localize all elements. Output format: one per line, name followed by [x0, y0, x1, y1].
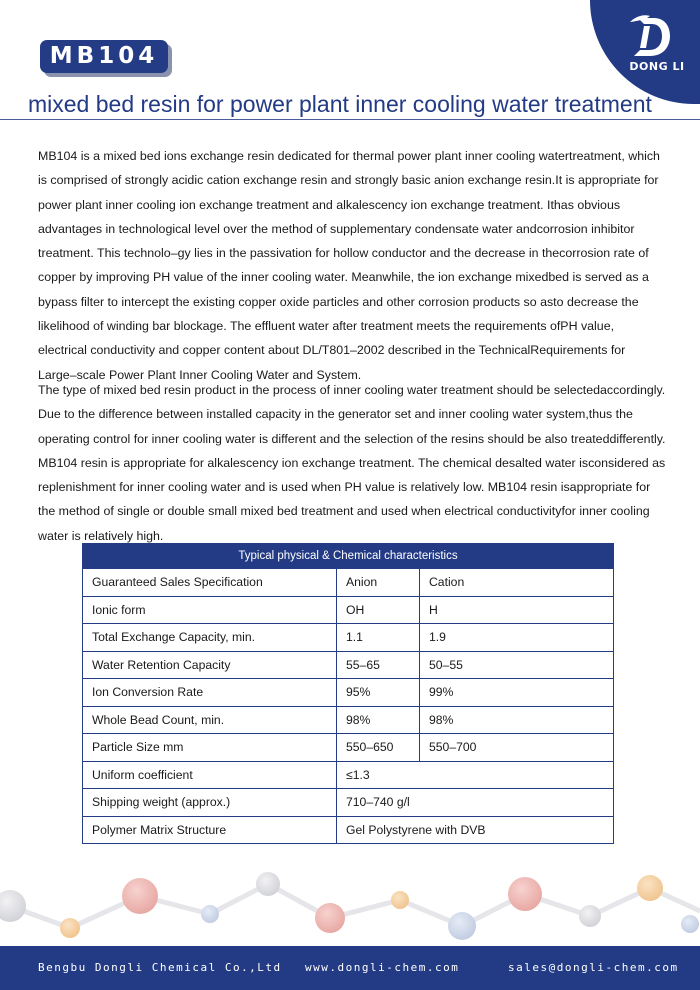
table-cell: 550–700 — [420, 734, 614, 762]
product-code-badge: MB104 — [40, 40, 168, 73]
table-cell: 99% — [420, 679, 614, 707]
table-cell: 710–740 g/l — [337, 789, 614, 817]
table-cell: Polymer Matrix Structure — [83, 816, 337, 844]
table-row — [83, 816, 614, 844]
table-cell: Uniform coefficient — [83, 761, 337, 789]
table-caption: Typical physical & Chemical characteristics — [83, 544, 614, 569]
dragon-d-logo-icon — [626, 12, 674, 60]
logo-text: DONG LI — [629, 60, 685, 73]
table-cell: Shipping weight (approx.) — [83, 789, 337, 817]
table-cell: 50–55 — [420, 651, 614, 679]
table-row — [83, 624, 614, 652]
table-cell: 95% — [337, 679, 420, 707]
table-cell: Particle Size mm — [83, 734, 337, 762]
table-cell: 1.9 — [420, 624, 614, 652]
table-row — [83, 569, 614, 597]
table-cell: Gel Polystyrene with DVB — [337, 816, 614, 844]
table-cell: 98% — [337, 706, 420, 734]
characteristics-table — [82, 543, 614, 844]
table-row — [83, 596, 614, 624]
table-cell: 98% — [420, 706, 614, 734]
table-row — [83, 789, 614, 817]
table-cell: Ionic form — [83, 596, 337, 624]
footer-email-link[interactable]: sales@dongli-chem.com — [508, 961, 679, 974]
table-cell: ≤1.3 — [337, 761, 614, 789]
footer-bar — [0, 946, 700, 990]
company-logo — [590, 0, 700, 104]
table-cell: Whole Bead Count, min. — [83, 706, 337, 734]
table-cell: 1.1 — [337, 624, 420, 652]
table-cell: Guaranteed Sales Specification — [83, 569, 337, 597]
intro-paragraph: MB104 is a mixed bed ions exchange resin dedicated for thermal power plant inner cooling watertreatment, which is comprised of strongly acidic cation exchange resin and strongly basic anion exchange resin.It is appropriate for power plant inner cooling ion exchange treatment and alkalescency ion exchange treatment. Ithas obvious advantages in technological level over the method of supplementary condensate water andcorrosion inhibitor treatment. This technolo–gy lies in the passivation for hollow conductor and the decrease in thecorrosion rate of copper by improving PH value of the inner cooling water. Meanwhile, the ion exchange mixedbed is served as a bypass filter to intercept the existing copper oxide particles and other corrosion products so asto decrease the likelihood of winding bar blockage. The effluent water after treatment meets the requirements ofPH value, electrical conductivity and copper content about DL/T801–2002 described in the TechnicalRequirements for Large–scale Power Plant Inner Cooling Water and System. — [38, 149, 660, 382]
table-cell: Cation — [420, 569, 614, 597]
footer-company: Bengbu Dongli Chemical Co.,Ltd — [38, 961, 282, 974]
footer-website-link[interactable]: www.dongli-chem.com — [305, 961, 460, 974]
table-row — [83, 651, 614, 679]
table-cell: Ion Conversion Rate — [83, 679, 337, 707]
table-cell: H — [420, 596, 614, 624]
table-row — [83, 734, 614, 762]
molecule-decoration-band — [0, 866, 700, 946]
selection-paragraph: The type of mixed bed resin product in the process of inner cooling water treatment should be selectedaccordingly. Due to the difference between installed capacity in the generator set and inner cooling water system,thus the operating control for inner cooling water is different and the selection of the resins should be also treateddifferently. MB104 resin is appropriate for alkalescency ion exchange treatment. The chemical desalted water isconsidered as replenishment for inner cooling water and is used when PH value is relatively low. MB104 resin isappropriate for the method of single or double small mixed bed treatment and used when electrical conductivityfor inner cooling water is relatively high. — [38, 383, 666, 543]
table-cell: Anion — [337, 569, 420, 597]
table-row — [83, 679, 614, 707]
table-cell: Water Retention Capacity — [83, 651, 337, 679]
page-title: mixed bed resin for power plant inner cooling water treatment — [28, 91, 652, 117]
table-row — [83, 706, 614, 734]
table-cell: OH — [337, 596, 420, 624]
table-cell: 55–65 — [337, 651, 420, 679]
table-cell: Total Exchange Capacity, min. — [83, 624, 337, 652]
title-divider — [0, 119, 700, 120]
table-cell: 550–650 — [337, 734, 420, 762]
table-row — [83, 761, 614, 789]
